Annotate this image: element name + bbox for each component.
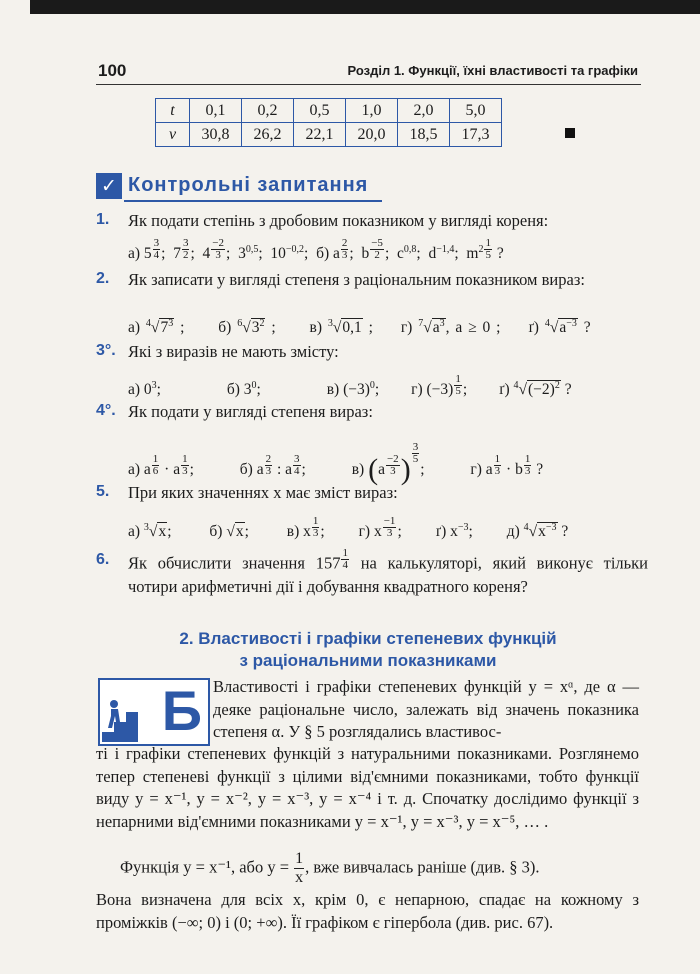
num: −2 [212, 237, 225, 249]
expr: ? [561, 522, 569, 540]
paragraph: Властивості і графіки степеневих функцій y = xᵅ, де α — деяке раціональне число, залежать від значень показника степеня α. У § 5 розглядались властивос- [213, 677, 639, 741]
table-row [156, 123, 502, 147]
exp: 0,8 [403, 243, 417, 255]
den: 2 [374, 249, 380, 261]
num: 1 [312, 515, 319, 527]
num: 1 [494, 452, 501, 465]
paragraph: Вона визначена для всіх x, крім 0, є непарною, спадає на кожному з проміжків (−∞; 0) і (0; +∞). Її графіком є гіпербола (див. рис. 67). [96, 890, 639, 932]
level-b-icon [98, 678, 210, 746]
values-table [155, 98, 502, 147]
num: 3 [294, 452, 300, 465]
num: 2 [265, 452, 272, 465]
header-rule [96, 84, 641, 85]
heading-underline [124, 200, 382, 202]
text: на калькуляторі, який виконує тільки чотири арифметичні дії і добування квадратного кореня? [128, 553, 649, 596]
question-text: Які з виразів не мають змісту: [128, 342, 339, 361]
exp: 2 [554, 379, 560, 391]
expr: а) [128, 522, 141, 540]
root-index: 4 [544, 318, 550, 329]
end-of-proof-square [565, 128, 575, 138]
expr: · a [160, 460, 181, 478]
num: 1 [455, 373, 461, 385]
question-number: 4°. [96, 402, 116, 419]
table-cell: 2,0 [398, 99, 450, 123]
expr: ґ) [499, 380, 510, 398]
table-cell: 30,8 [190, 123, 242, 147]
expr: 3 [238, 244, 246, 262]
num: 1 [485, 237, 491, 249]
table-cell: 0,1 [190, 99, 242, 123]
radicand: 7 [160, 319, 169, 337]
table-cell: 22,1 [294, 123, 346, 147]
question-text: Як подати степінь з дробовим показником у вигляді кореня: [128, 211, 549, 230]
num: −2 [386, 452, 399, 465]
expr: d [428, 244, 437, 262]
answer-line: а) a $^{\frac{1}{6}}$ · a $^{\frac{1}{3}}$ ; б) a $^{\frac{2}{3}}$ : a $^{\frac{3}{4}}$ ; в) (a $^{\frac{-2}{3}}$ ) $^{\frac{3}{5}}$ ; г) a $^{\frac{1}{3}}$ · b $^{\frac{1}{3}}$ ? [128, 441, 544, 487]
radicand: x [538, 522, 546, 540]
root-index: 4 [523, 521, 529, 533]
num: 1 [152, 452, 159, 465]
whole: 2 [478, 243, 484, 255]
exp: 3 [168, 318, 174, 329]
expr: б) [218, 319, 232, 337]
table-cell: 26,2 [242, 123, 294, 147]
expr: ґ) [528, 319, 539, 337]
page-number: 100 [98, 61, 127, 80]
expr: : a [273, 460, 293, 478]
text: Як обчислити значення 157 [128, 553, 341, 573]
expr: а) [128, 319, 141, 337]
num: 2 [341, 237, 348, 249]
text: Функція y = x⁻¹, або y = [120, 857, 289, 877]
expr: б) a [239, 460, 264, 478]
num: 3 [153, 237, 160, 249]
den: 4 [342, 559, 348, 572]
exp: −3 [545, 521, 557, 533]
expr: д) [506, 522, 520, 540]
den: 5 [455, 385, 461, 397]
root-index: 4 [145, 318, 151, 329]
expr: г) a [470, 460, 493, 478]
question-number: 5. [96, 483, 110, 500]
den: 3 [312, 527, 319, 539]
expr: а) 5 [128, 244, 152, 262]
exp: 0,5 [245, 243, 259, 255]
radicand: x [235, 522, 244, 540]
table-cell: 17,3 [450, 123, 502, 147]
den: 5 [412, 453, 419, 465]
root-index: 3 [327, 318, 333, 329]
radicand: (−2) [528, 380, 555, 398]
expr: ? [496, 244, 504, 262]
expr: 4 [202, 244, 211, 262]
expr: в) [351, 460, 365, 478]
table-cell: 1,0 [346, 99, 398, 123]
answer-line: а) $^4√7^3$ ; б) $^6√3^2$ ; в) $^3$√0,1 ; г) $^7√a^3$, a ≥ 0 ; ґ) $^4√a^{-3}$ ? [128, 318, 591, 337]
expr: б) [209, 522, 223, 540]
table-cell: 20,0 [346, 123, 398, 147]
checkmark-icon: ✓ [96, 173, 122, 199]
text: , вже вивчалась раніше (див. § 3). [305, 857, 540, 877]
expr: ? [583, 319, 591, 337]
answer-line: а) $0^3$; б) $3^0$; в) $(-3)^0$; г) (−3) $^{\frac{1}{5}}$ ; ґ) $^4√(-2)^2$ ? [128, 373, 572, 398]
radicand: 0,1 [342, 319, 362, 337]
expr: а) a [128, 460, 151, 478]
den: 3 [182, 464, 188, 477]
question-text: Як подати у вигляді степеня вираз: [128, 402, 373, 421]
section-title: з раціональними показниками [239, 651, 497, 670]
den: 3 [524, 464, 531, 477]
top-scan-edge [30, 0, 700, 14]
question-number: 2. [96, 270, 110, 287]
exp: −3 [457, 521, 469, 533]
expr: в) x [286, 522, 311, 540]
radicand: a [432, 319, 440, 337]
num: 1 [182, 452, 188, 465]
expr: a [378, 460, 385, 478]
den: 3 [494, 464, 501, 477]
expr: а) 0 [128, 380, 152, 398]
radicand: 3 [251, 319, 260, 337]
expr: ? [564, 380, 572, 398]
den: 3 [386, 527, 393, 539]
den: 3 [215, 249, 221, 261]
stairs-person-icon [100, 698, 158, 744]
table-cell: 0,2 [242, 99, 294, 123]
question-number: 6. [96, 551, 110, 568]
root-index: 3 [143, 521, 149, 533]
question-text: При яких значеннях x має зміст вираз: [128, 483, 398, 502]
num: −5 [371, 237, 383, 249]
num: −1 [383, 515, 396, 527]
root-index: 7 [418, 318, 424, 329]
num: 3 [182, 237, 189, 249]
expr: в) [309, 319, 322, 337]
expr: б) a [316, 244, 340, 262]
root-index: 6 [237, 318, 243, 329]
num: 3 [412, 441, 419, 453]
paragraph [120, 850, 639, 887]
exp: 3 [439, 318, 445, 329]
exp: 0 [251, 379, 257, 391]
answer-line: а) 5 $^{\frac{3}{4}}$ ; 7 $^{\frac{3}{2}}$ ; 4 $^{\frac{-2}{3}}$ ; 3$^{0,5}$; $10^{-0,2}$; б) a $^{\frac{2}{3}}$ ; b $^{\frac{-5}{2}}$ ; $c^{0,8}$; $d^{-1,4}$; $m^{2 \frac{1}{5}}$ ? [128, 237, 504, 262]
den: 6 [152, 464, 159, 477]
running-header: Розділ 1. Функції, їхні властивості та графіки [347, 63, 638, 78]
exp: 3 [151, 379, 157, 391]
num: 1 [295, 850, 304, 867]
den: 3 [390, 464, 396, 477]
table-cell: v [156, 123, 190, 147]
radicand: x [158, 522, 167, 540]
den: 5 [485, 249, 491, 261]
expr: b [361, 244, 370, 262]
exp: −0,2 [285, 243, 305, 255]
table-cell: t [156, 99, 190, 123]
expr: 10 [270, 244, 286, 262]
question-text [128, 548, 648, 598]
table-cell: 0,5 [294, 99, 346, 123]
condition: , a ≥ 0 [445, 319, 491, 337]
den: 4 [153, 249, 160, 261]
root-index: 4 [513, 379, 519, 391]
num: 1 [524, 452, 531, 465]
expr: г) x [358, 522, 382, 540]
expr: 7 [173, 244, 181, 262]
den: 2 [182, 249, 189, 261]
question-number: 3°. [96, 342, 116, 359]
exp: −3 [566, 318, 577, 329]
paragraph: ті і графіки степеневих функцій з натуральними показниками. Розглянемо тепер степеневі функції з цілими від'ємними показниками, тобто функції виду y = x⁻¹, y = x⁻², y = x⁻³, y = x⁻⁴ і т. д. Спочатку дослідимо функції з непарними від'ємними показниками y = x⁻¹, y = x⁻³, y = x⁻⁵, … . [96, 744, 639, 831]
exp: −1,4 [436, 243, 455, 255]
section-heading: Контрольні запитання [128, 174, 369, 196]
den: x [295, 869, 304, 886]
answer-line: а) $^3$√x; б) √x; в) x $^{\frac{1}{3}}$ ; г) x $^{\frac{-1}{3}}$ ; ґ) $x^{-3}$; д) $^4√x^{-3}$ ? [128, 515, 569, 540]
expr: г) [400, 319, 413, 337]
expr: ґ) x [435, 522, 458, 540]
exp: 0 [369, 379, 375, 391]
exp: 2 [259, 318, 265, 329]
den: 4 [294, 464, 300, 477]
num: 1 [342, 547, 348, 560]
table-row [156, 99, 502, 123]
expr: г) (−3) [411, 380, 454, 398]
section-title: 2. Властивості і графіки степеневих функцій [179, 629, 557, 648]
den: 3 [341, 249, 348, 261]
letter-b: Б [161, 679, 202, 742]
expr: в) (−3) [326, 380, 370, 398]
table-cell: 5,0 [450, 99, 502, 123]
question-text: Як записати у вигляді степеня з раціональним показником вираз: [128, 270, 585, 289]
expr: c [397, 244, 404, 262]
table-cell: 18,5 [398, 123, 450, 147]
expr: · b [502, 460, 523, 478]
expr: m [466, 244, 479, 262]
den: 3 [265, 464, 272, 477]
question-number: 1. [96, 211, 110, 228]
expr: б) 3 [226, 380, 252, 398]
radicand: a [559, 319, 567, 337]
expr: ? [536, 460, 544, 478]
